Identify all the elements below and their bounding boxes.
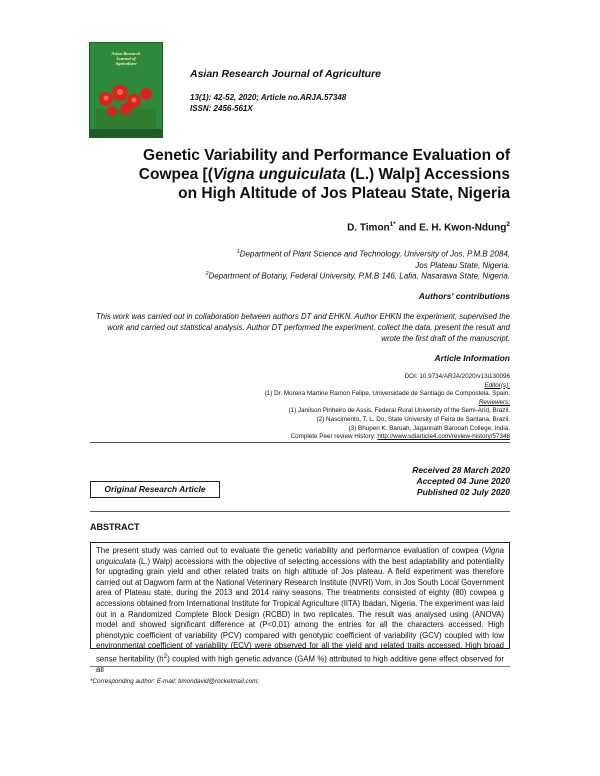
cover-title-line: Journal of — [116, 56, 136, 61]
accepted-date: Accepted 04 June 2020 — [416, 476, 510, 486]
cover-title-line: Agriculture — [115, 61, 137, 66]
editors-label: Editor(s): — [484, 381, 510, 389]
article-info-heading: Article Information — [434, 353, 510, 363]
affiliation-line — [90, 247, 510, 260]
publication-dates — [412, 465, 510, 498]
abstract-body: (L.) Walp) accessions with the objective of selecting accessions with the best adaptability and potentiality for upgrading grain yield and other related traits on high altitude of Jos plateau. A field experiment was therefore carried out at Dagwom farm at the National Veterinary Research Institute (NVRI) Vom, in Jos South Local Government area of Plateau state, during the 2013 and 2014 rainy seasons. The treatments consisted of eighty (80) cowpea g accessions obtained from International Institute for Tropical Agriculture (IITA) Ibadan, Nigeria. The experiment was laid out in a Randomized Complete Block Design (RCBD) in two replicates. The result was analysed using (ANOVA) model and showed significant difference at (P<0.01) among the entries for all the characters accessed. High phenotypic coefficient of variability (PCV) compared with genotypic coefficient of variability (GCV) coupled with low environmental coefficient of variability (ECV) were observed for all the yield and related traits accessed. High broad sense heritability (h — [96, 556, 504, 664]
contributions-text: This work was carried out in collaboration between authors DT and EHKN. Author EHKN the experiment, supervised the work and carried out statistical analysis. Author DT performed the experiment, collect the data, present the result and wrote the first draft of the manuscript. — [95, 312, 510, 343]
reviewers-label: Reviewers: — [478, 398, 510, 406]
cover-bottom-bar — [90, 129, 162, 137]
title-line-2 — [90, 165, 510, 184]
species-name: Vigna unguiculata — [212, 166, 346, 183]
contributions-heading: Authors' contributions — [418, 291, 510, 301]
reviewer-entry: (1) Janilson Pinheiro de Assis, Federal Rural University of the Semi-Arid, Brazil. — [288, 407, 510, 415]
cover-title — [94, 51, 158, 66]
journal-meta — [190, 92, 346, 114]
affiliation-marker: 1 — [236, 249, 240, 255]
journal-issn: ISSN: 2456-561X — [190, 104, 253, 113]
article-type-badge: Original Research Article — [90, 481, 220, 498]
species-name: Vigna unguiculata — [96, 546, 504, 566]
title-line-1: Genetic Variability and Performance Evaluation of — [143, 147, 510, 164]
author-list — [347, 221, 510, 233]
journal-citation: 13(1): 42-52, 2020; Article no.ARJA.57348 — [190, 93, 347, 102]
title-line-3: on High Altitude of Jos Plateau State, Nigeria — [178, 185, 510, 202]
reviewer-entry: (3) Bhupen K. Baruah, Jagannath Barooah College, India. — [348, 424, 510, 432]
journal-name: Asian Research Journal of Agriculture — [190, 68, 381, 80]
abstract-heading: ABSTRACT — [90, 522, 140, 532]
abstract-body: The present study was carried out to evaluate the genetic variability and performance evaluation of cowpea ( — [96, 546, 485, 555]
paper-title — [90, 146, 510, 203]
title-text: Cowpea [( — [138, 166, 213, 183]
cover-title-line: Asian Research — [111, 51, 141, 56]
review-history-label: Complete Peer review History: — [290, 433, 378, 441]
abstract-body: ) coupled with high genetic advance (GAM %) attributed to high additive gene effect observed for all — [96, 654, 504, 675]
published-date: Published 02 July 2020 — [416, 487, 510, 497]
received-date: Received 28 March 2020 — [412, 465, 510, 475]
editor-entry: (1) Dr. Moreira Martine Ramon Felipe, Universidade de Santiago de Compostela, Spain. — [264, 390, 510, 398]
affiliation-2 — [90, 269, 510, 282]
section-divider — [90, 511, 510, 512]
author-affiliation-marker: 1* — [389, 221, 396, 228]
review-history-link[interactable]: http://www.sdiarticle4.com/review-history/57348 — [377, 433, 510, 441]
corresponding-author-footnote: *Corresponding author: E-mail: timondavid@rocketmail.com; — [90, 678, 260, 685]
abstract-text — [90, 542, 510, 675]
doi: DOI: 10.9734/ARJA/2020/v13i130096 — [404, 373, 510, 380]
author-affiliation-marker: 2 — [506, 221, 510, 228]
title-text: (L.) Walp] Accessions — [345, 166, 510, 183]
reviewer-entry: (2) Nascimento, T. L. Do, State University of Feira de Santana, Brazil. — [316, 415, 510, 423]
affiliation-1 — [90, 247, 510, 271]
author-name: D. Timon — [347, 222, 390, 234]
review-history — [150, 433, 510, 442]
section-divider — [90, 442, 510, 443]
author-separator: and — [395, 222, 420, 234]
affiliation-text: Department of Plant Science and Technology, University of Jos, P.M.B 2084, — [239, 249, 510, 259]
journal-cover-image — [89, 42, 163, 138]
article-info — [150, 373, 510, 442]
affiliation-text: Jos Plateau State, Nigeria. — [415, 260, 510, 270]
affiliation-line — [90, 269, 510, 282]
cover-flowers-illustration — [96, 79, 156, 129]
footnote-divider — [90, 666, 510, 667]
affiliation-text: Department of Botany, Federal University, P.M.B 146, Lafia, Nasarawa State, Nigeria. — [208, 271, 510, 281]
author-name: E. H. Kwon-Ndung — [419, 222, 507, 234]
affiliation-marker: 2 — [205, 271, 209, 277]
superscript: 2 — [163, 652, 168, 660]
